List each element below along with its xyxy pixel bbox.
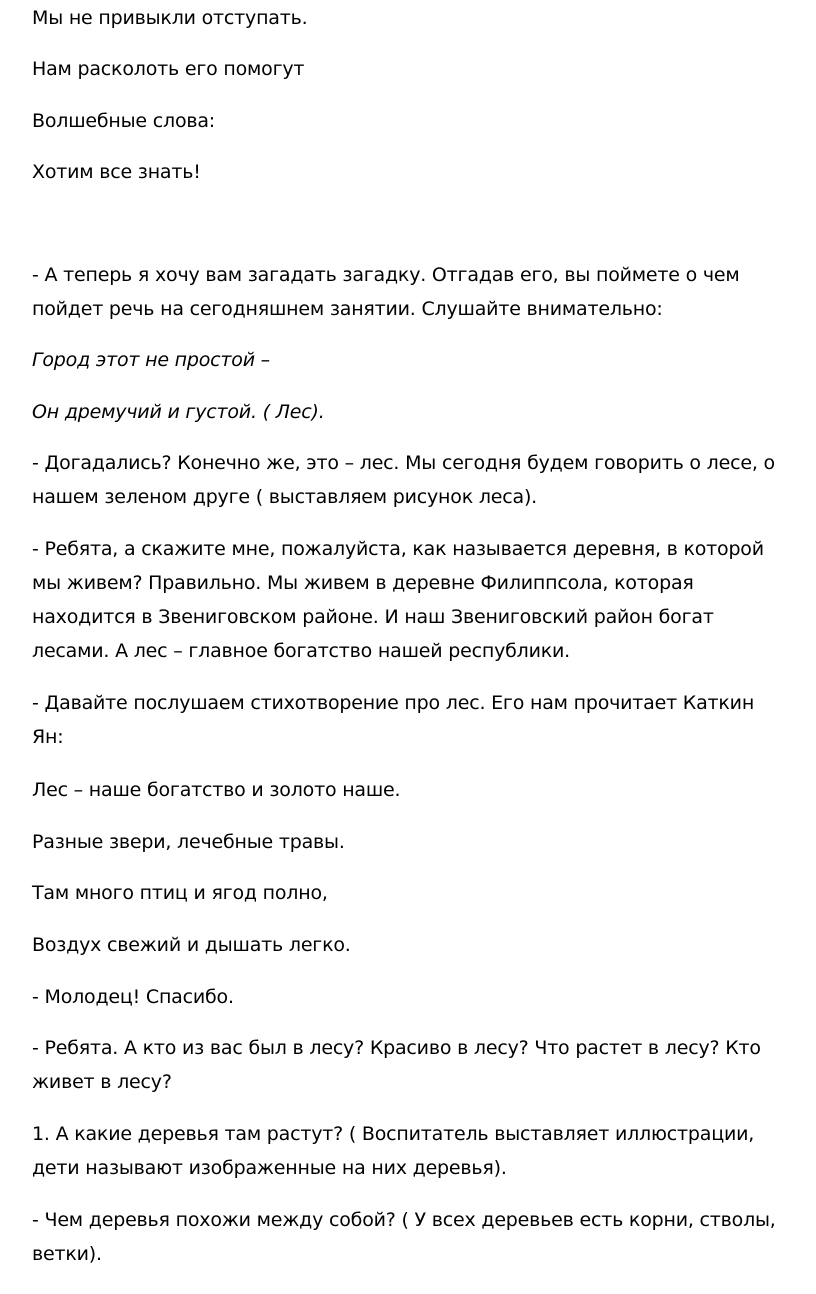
poem-line-4	[32, 928, 816, 962]
riddle-line-2	[32, 395, 816, 429]
riddle-line-1	[32, 343, 816, 377]
text-line: - Догадались? Конечно же, это – лес. Мы сегодня будем говорить о лесе, о	[32, 452, 775, 474]
poem-line-1	[32, 773, 816, 807]
paragraph-18	[32, 1203, 816, 1271]
paragraph-16	[32, 1031, 816, 1099]
text-line: - Ребята, а скажите мне, пожалуйста, как называется деревня, в которой	[32, 538, 764, 560]
paragraph-15	[32, 980, 816, 1014]
text-line: находится в Звениговском районе. И наш Звениговский район богат	[32, 606, 714, 628]
text-line: Разные звери, лечебные травы.	[32, 831, 345, 853]
text-line: Там много птиц и ягод полно,	[32, 882, 328, 904]
paragraph-4	[32, 155, 816, 189]
paragraph-9	[32, 532, 816, 668]
text-line: нашем зеленом друге ( выставляем рисунок леса).	[32, 486, 537, 508]
text-line: - Чем деревья похожи между собой? ( У всех деревьев есть корни, стволы,	[32, 1209, 776, 1231]
text-line: Волшебные слова:	[32, 110, 216, 132]
text-line: ветки).	[32, 1243, 102, 1265]
text-line: Мы не привыкли отступать.	[32, 7, 308, 29]
text-line: - Молодец! Спасибо.	[32, 986, 234, 1008]
text-line: лесами. А лес – главное богатство нашей республики.	[32, 640, 570, 662]
paragraph-8	[32, 446, 816, 514]
paragraph-10	[32, 686, 816, 754]
text-line: Нам расколоть его помогут	[32, 58, 305, 80]
text-line: - Ребята. А кто из вас был в лесу? Красиво в лесу? Что растет в лесу? Кто	[32, 1037, 761, 1059]
text-line: - Давайте послушаем стихотворение про лес. Его нам прочитает Каткин	[32, 692, 755, 714]
text-line: мы живем? Правильно. Мы живем в деревне Филиппсола, которая	[32, 572, 694, 594]
text-line: пойдет речь на сегодняшнем занятии. Слушайте внимательно:	[32, 298, 663, 320]
poem-line-3	[32, 876, 816, 910]
text-line: Лес – наше богатство и золото наше.	[32, 779, 401, 801]
text-line: - А теперь я хочу вам загадать загадку. Отгадав его, вы поймете о чем	[32, 264, 740, 286]
poem-line-2	[32, 825, 816, 859]
text-line: Он дремучий и густой. ( Лес).	[32, 401, 325, 423]
paragraph-2	[32, 52, 816, 86]
paragraph-17	[32, 1117, 816, 1185]
paragraph-3	[32, 104, 816, 138]
text-line: дети называют изображенные на них деревья).	[32, 1157, 507, 1179]
paragraph-1	[32, 1, 816, 35]
text-line: Город этот не простой –	[32, 349, 270, 371]
paragraph-5	[32, 258, 816, 326]
text-line: Хотим все знать!	[32, 161, 201, 183]
text-line: Воздух свежий и дышать легко.	[32, 934, 351, 956]
text-line: живет в лесу?	[32, 1071, 172, 1093]
text-line: 1. А какие деревья там растут? ( Воспитатель выставляет иллюстрации,	[32, 1123, 755, 1145]
text-line: Ян:	[32, 726, 64, 748]
